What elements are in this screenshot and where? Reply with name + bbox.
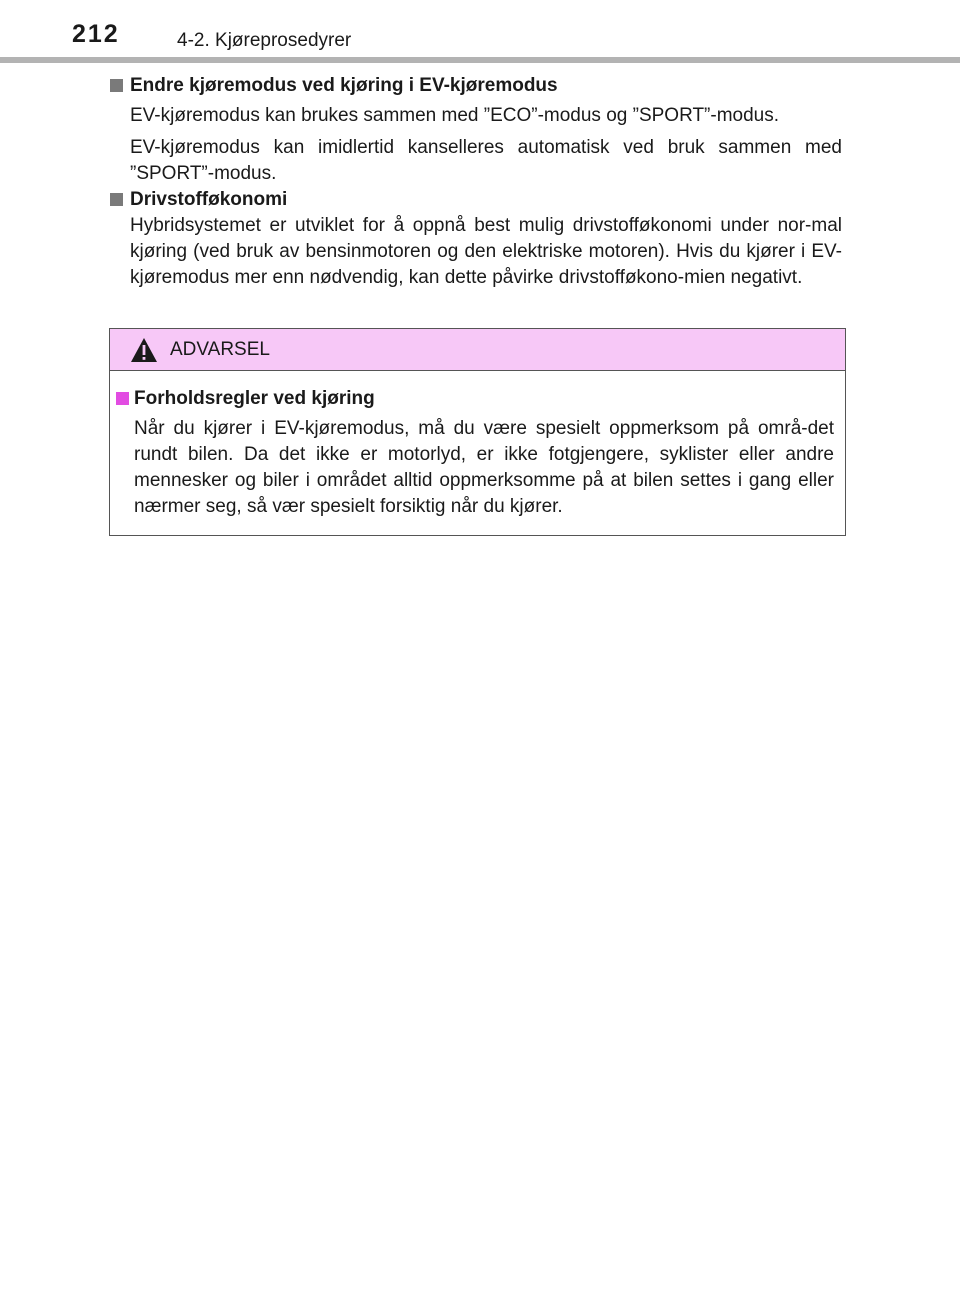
section-heading (110, 187, 842, 213)
page-number: 212 (72, 20, 120, 48)
square-bullet-icon (110, 79, 123, 92)
section-ev-mode (110, 73, 842, 187)
section-heading-text: Endre kjøremodus ved kjøring i EV-kjøremodus (130, 75, 558, 96)
warning-heading-text: Forholdsregler ved kjøring (134, 388, 375, 409)
warning-box (109, 328, 846, 536)
paragraph: Hybridsystemet er utviklet for å oppnå best mulig drivstofføkonomi under nor-mal kjøring (ved bruk av bensinmotoren og den elektriske motoren). Hvis du kjører i EV-kjøremodus mer enn nødvendig, kan dette påvirke drivstofføkono-mien negativt. (130, 215, 842, 288)
warning-title: ADVARSEL (170, 339, 270, 360)
warning-header (110, 329, 845, 371)
section-fuel-economy (110, 187, 842, 291)
section-heading (110, 73, 842, 99)
paragraph: EV-kjøremodus kan imidlertid kanselleres automatisk ved bruk sammen med ”SPORT”-modus. (130, 137, 842, 184)
warning-triangle-icon (130, 337, 158, 363)
header-rule (0, 57, 960, 63)
warning-body (116, 386, 834, 520)
warning-heading (116, 386, 834, 412)
section-heading-text: Drivstofføkonomi (130, 189, 288, 210)
paragraph: EV-kjøremodus kan brukes sammen med ”ECO”-modus og ”SPORT”-modus. (130, 105, 780, 126)
warning-text: Når du kjører i EV-kjøremodus, må du være spesielt oppmerksom på områ-det rundt bilen. Da det ikke er motorlyd, er ikke fotgjengere, syklister eller andre mennesker og biler i området alltid oppmerksomme på at bilen settes i gang eller nærmer seg, så vær spesielt forsiktig når du kjører. (134, 418, 834, 517)
chapter-title: 4-2. Kjøreprosedyrer (177, 30, 352, 51)
square-bullet-icon (116, 392, 129, 405)
square-bullet-icon (110, 193, 123, 206)
